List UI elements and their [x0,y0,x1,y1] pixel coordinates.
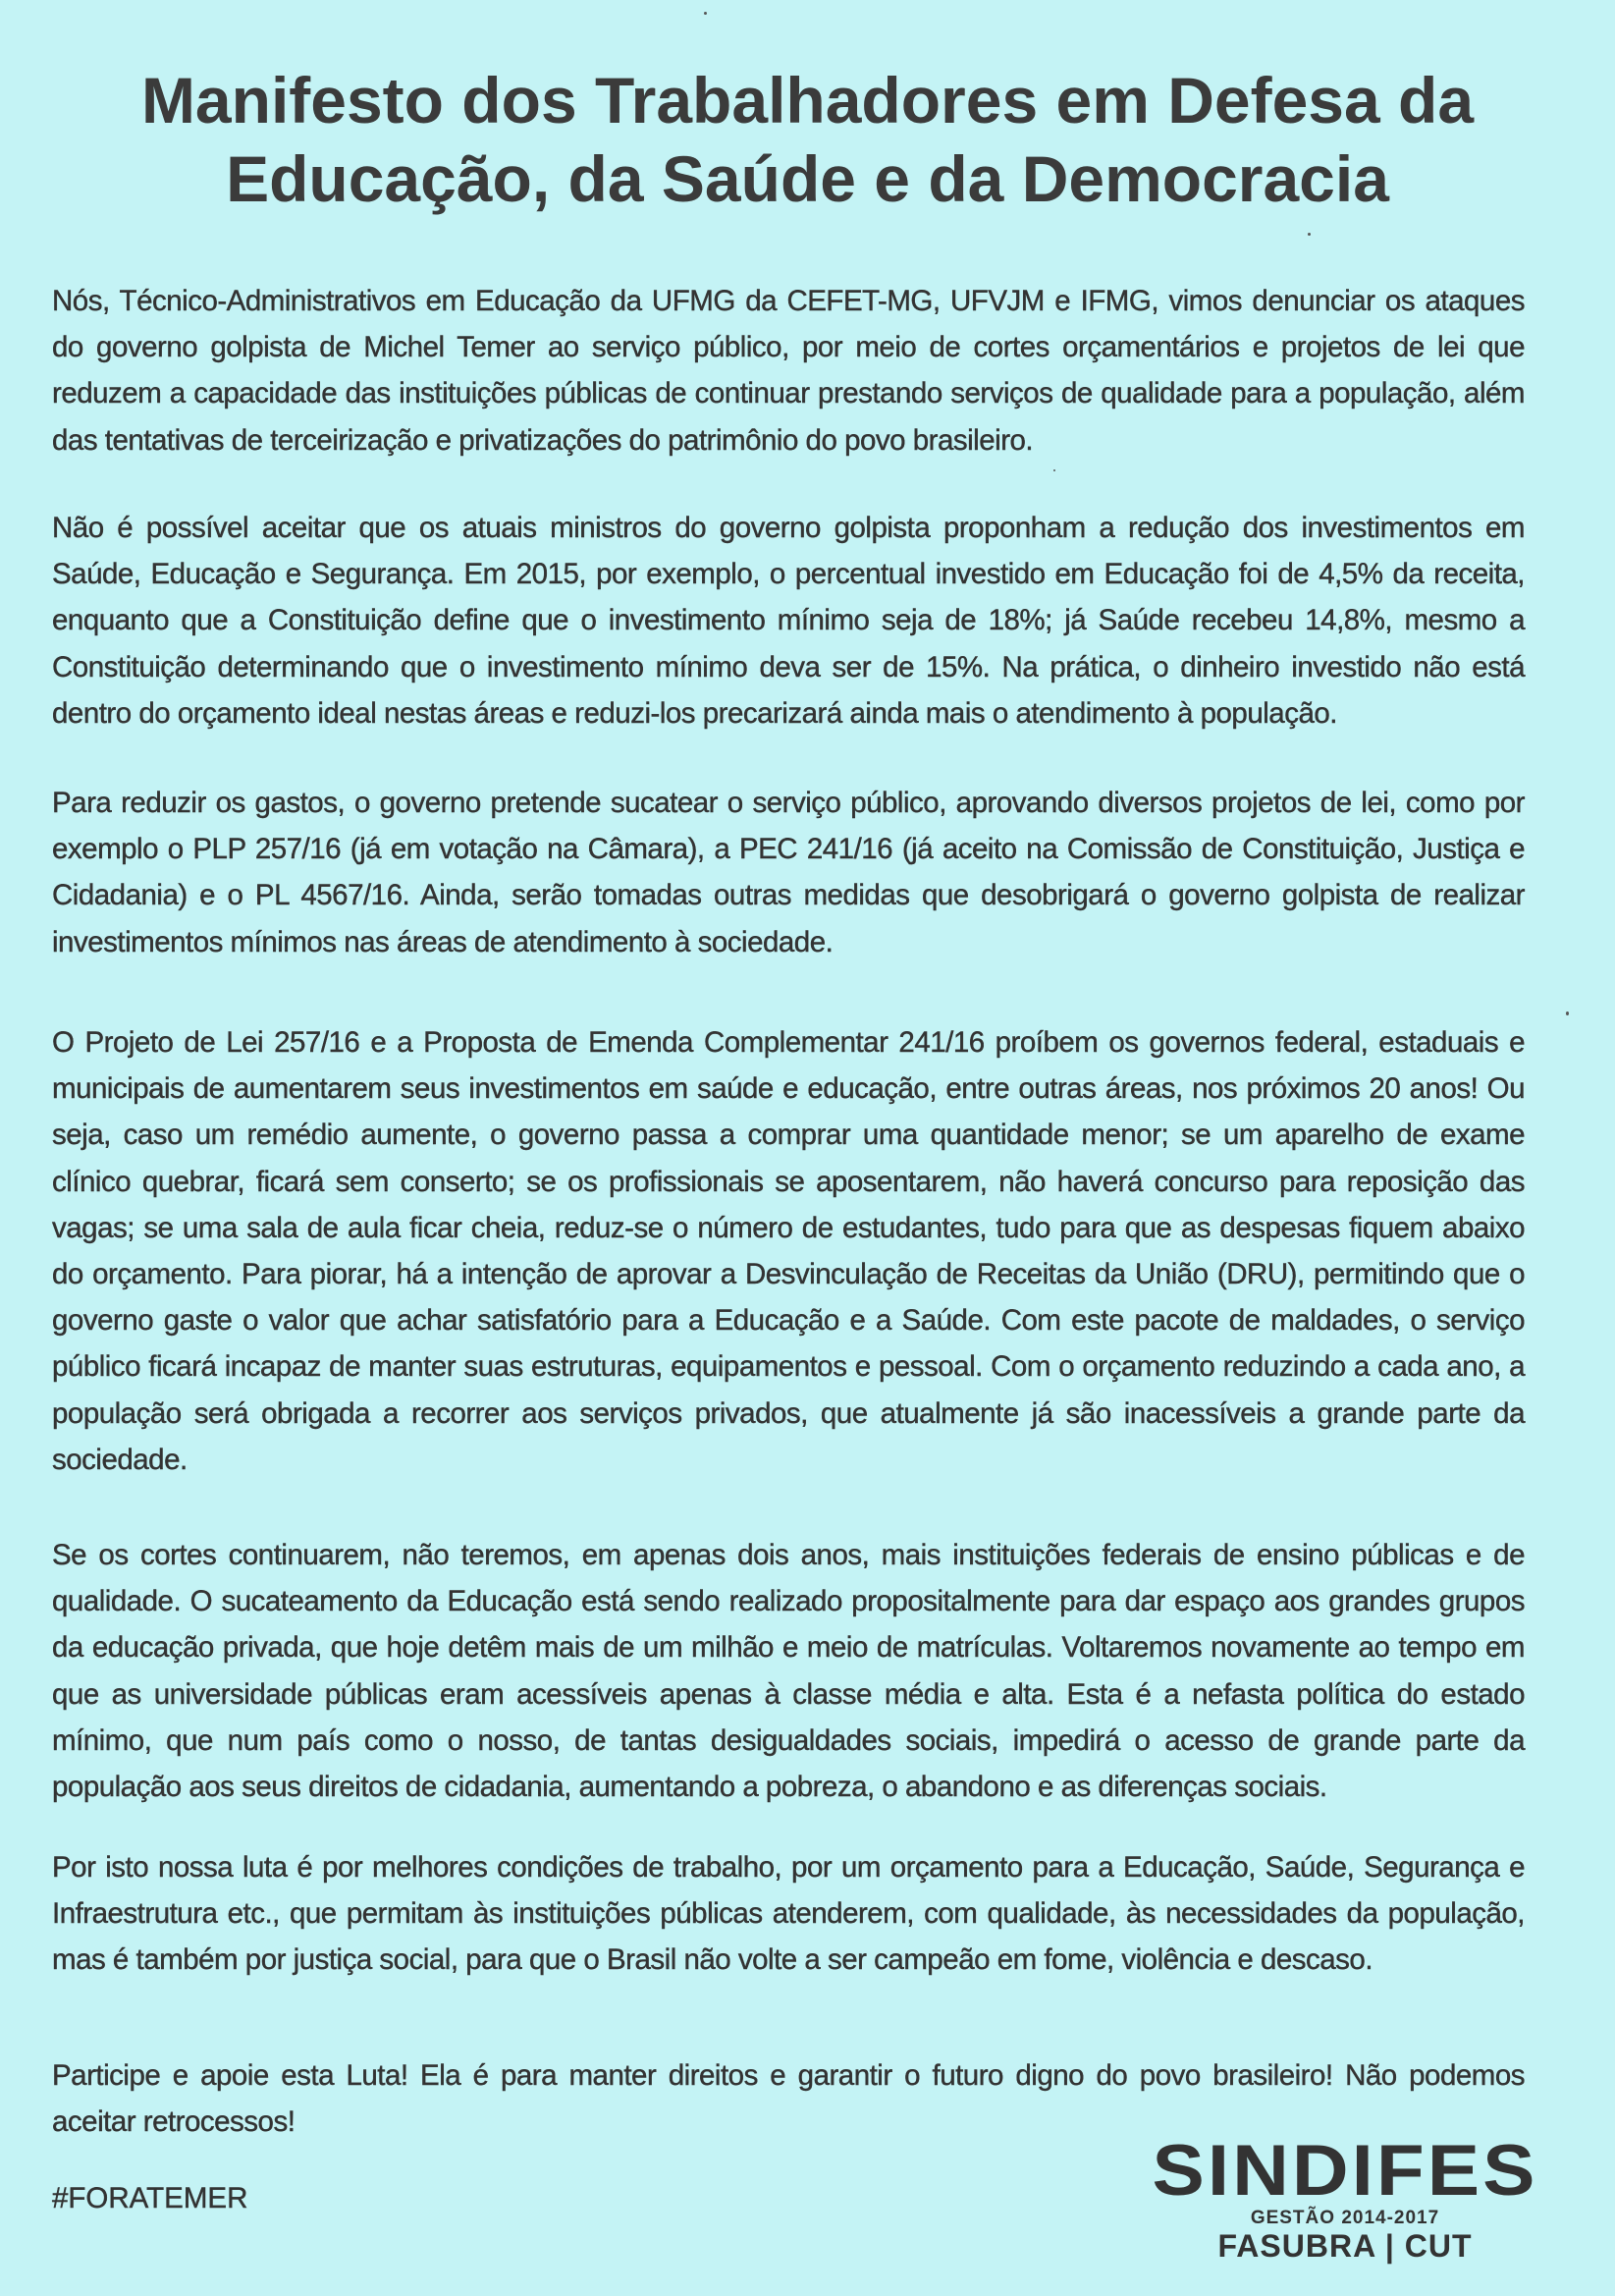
paragraph-consequences: O Projeto de Lei 257/16 e a Proposta de Emenda Complementar 241/16 proíbem os governos federal, estaduais e municipais de aumentarem seus investimentos em saúde e educação, entre outras áreas, nos próximos 20 anos! Ou seja, caso um remédio aumente, o governo passa a comprar uma quantidade menor; se um aparelho de exame clínico quebrar, ficará sem conserto; se os profissionais se aposentarem, não haverá concurso para reposição das vagas; se uma sala de aula ficar cheia, reduz-se o número de estudantes, tudo para que as despesas fiquem abaixo do orçamento. Para piorar, há a intenção de aprovar a Desvinculação de Receitas da União (DRU), permitindo que o governo gaste o valor que achar satisfatório para a Educação e a Saúde. Com este pacote de maldades, o serviço público ficará incapaz de manter suas estruturas, equipamentos e pessoal. Com o orçamento reduzindo a cada ano, a população será obrigada a recorrer aos serviços privados, que atualmente já são inacessíveis a grande parte da sociedade. [52,1026,1525,1476]
paragraph-intro: Nós, Técnico-Administrativos em Educação da UFMG da CEFET-MG, UFVJM e IFMG, vimos denunciar os ataques do governo golpista de Michel Temer ao serviço público, por meio de cortes orçamentários e projetos de lei que reduzem a capacidade das instituições públicas de continuar prestando serviços de qualidade para a população, além das tentativas de terceirização e privatizações do patrimônio do povo brasileiro. [52,285,1525,457]
paragraph-investments: Não é possível aceitar que os atuais ministros do governo golpista proponham a redução dos investimentos em Saúde, Educação e Segurança. Em 2015, por exemplo, o percentual investido em Educação foi de 4,5% da receita, enquanto que a Constituição define que o investimento mínimo seja de 18%; já Saúde recebeu 14,8%, mesmo a Constituição determinando que o investimento mínimo deva ser de 15%. Na prática, o dinheiro investido não está dentro do orçamento ideal nestas áreas e reduzi-los precarizará ainda mais o atendimento à população. [52,512,1525,730]
paragraph-cuts: Se os cortes continuarem, não teremos, em apenas dois anos, mais instituições federais de ensino públicas e de qualidade. O sucateamento da Educação está sendo realizado propositalmente para dar espaço aos grandes grupos da educação privada, que hoje detêm mais de um milhão e meio de matrículas. Voltaremos novamente ao tempo em que as universidade públicas eram acessíveis apenas à classe média e alta. Esta é a nefasta política do estado mínimo, que num país como o nosso, de tantas desigualdades sociais, impedirá o acesso de grande parte da população aos seus direitos de cidadania, aumentando a pobreza, o abandono e as diferenças sociais. [52,1539,1525,1804]
paragraph-bills: Para reduzir os gastos, o governo pretende sucatear o serviço público, aprovando diversos projetos de lei, como por exemplo o PLP 257/16 (já em votação na Câmara), a PEC 241/16 (já aceito na Comissão de Constituição, Justiça e Cidadania) e o PL 4567/16. Ainda, serão tomadas outras medidas que desobrigará o governo golpista de realizar investimentos mínimos nas áreas de atendimento à sociedade. [52,787,1525,958]
logo-name: SINDIFES [1152,2129,1538,2211]
paragraph-call-to-action: Participe e apoie esta Luta! Ela é para manter direitos e garantir o futuro digno do povo brasileiro! Não podemos aceitar retrocessos! [52,2059,1525,2139]
paragraph-struggle: Por isto nossa luta é por melhores condições de trabalho, por um orçamento para a Educação, Saúde, Segurança e Infraestrutura etc., que permitam às instituições públicas atenderem, com qualidade, às necessidades da população, mas é também por justiça social, para que o Brasil não volte a ser campeão em fome, violência e descaso. [52,1851,1525,1977]
paper-speck [704,12,707,15]
paper-speck [1566,1011,1569,1015]
document-title [0,61,1615,218]
logo-federation: FASUBRA | CUT [1217,2228,1473,2264]
paper-speck [1308,233,1311,236]
title-line-2: Educação, da Saúde e da Democracia [226,142,1389,215]
title-line-1: Manifesto dos Trabalhadores em Defesa da [140,64,1475,137]
hashtag: #FORATEMER [52,2182,248,2214]
logo-term: GESTÃO 2014-2017 [1250,2208,1440,2228]
paper-speck [1053,469,1055,471]
union-logo [1129,2129,1561,2276]
